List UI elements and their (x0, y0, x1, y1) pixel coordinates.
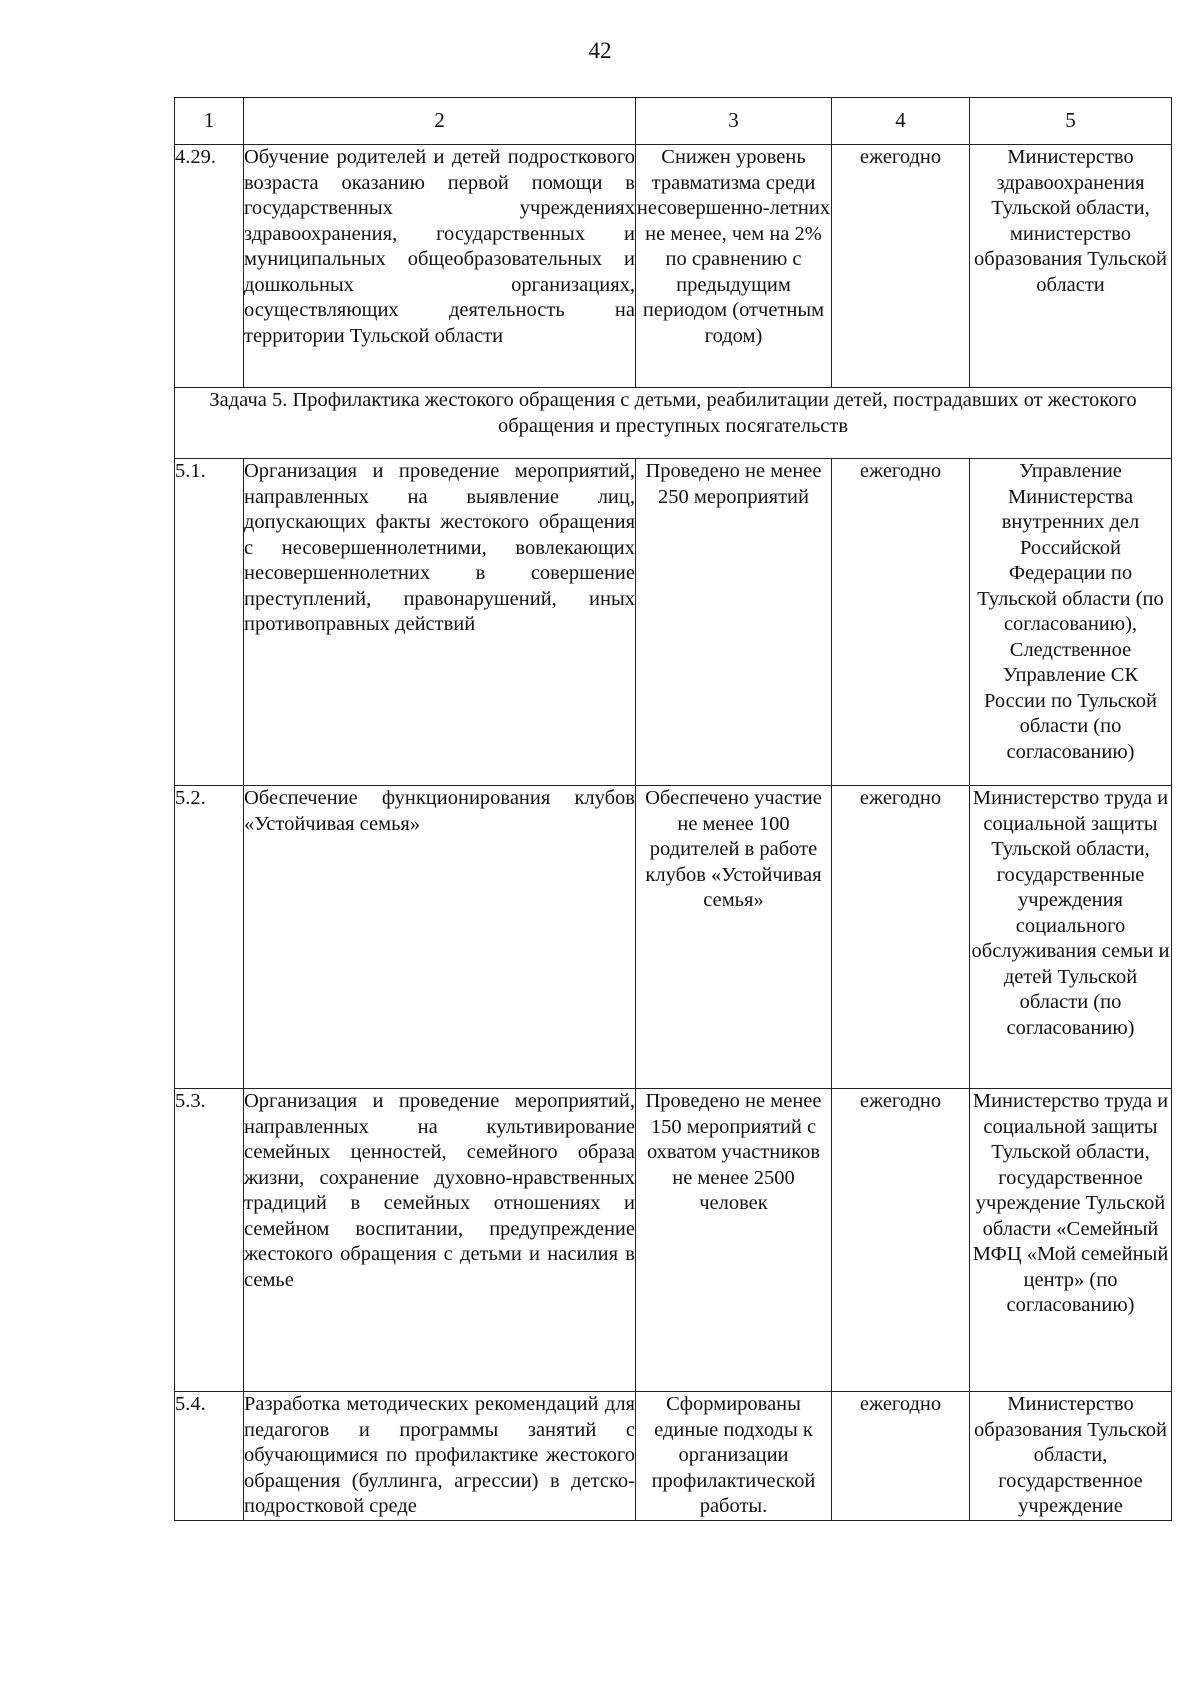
table-row (175, 145, 1172, 388)
result-cell: Снижен уровень травматизма среди несовершенно-летних не менее, чем на 2% по сравнению с предыдущим периодом (отчетным годом) (636, 145, 832, 388)
activity-cell: Обеспечение функционирования клубов «Устойчивая семья» (244, 786, 636, 1089)
period-cell: ежегодно (832, 786, 970, 1089)
action-plan-table (174, 97, 1172, 1521)
table-header-row (175, 98, 1172, 145)
column-header-4: 4 (832, 98, 970, 145)
table-row (175, 1392, 1172, 1521)
period-cell: ежегодно (832, 1089, 970, 1392)
page-number: 42 (588, 38, 612, 63)
table-row (175, 786, 1172, 1089)
table-row (175, 1089, 1172, 1392)
responsible-cell: Министерство здравоохранения Тульской области, министерство образования Тульской области (970, 145, 1172, 388)
task-heading-row (175, 388, 1172, 459)
activity-cell: Обучение родителей и детей подросткового возраста оказанию первой помощи в государственных учреждениях здравоохранения, государственных и муниципальных общеобразовательных и дошкольных организациях, осуществляющих деятельность на территории Тульской области (244, 145, 636, 388)
row-number: 5.2. (175, 786, 244, 1089)
responsible-cell: Министерство труда и социальной защиты Тульской области, государственные учреждения социального обслуживания семьи и детей Тульской области (по согласованию) (970, 786, 1172, 1089)
row-number: 5.4. (175, 1392, 244, 1521)
responsible-cell: Управление Министерства внутренних дел Российской Федерации по Тульской области (по согласованию), Следственное Управление СК России по Тульской области (по согласованию) (970, 459, 1172, 786)
row-number: 5.1. (175, 459, 244, 786)
row-number: 5.3. (175, 1089, 244, 1392)
table-row (175, 459, 1172, 786)
column-header-1: 1 (175, 98, 244, 145)
responsible-cell: Министерство труда и социальной защиты Тульской области, государственное учреждение Тульской области «Семейный МФЦ «Мой семейный центр» (по согласованию) (970, 1089, 1172, 1392)
result-cell: Проведено не менее 150 мероприятий с охватом участников не менее 2500 человек (636, 1089, 832, 1392)
task-5-heading: Задача 5. Профилактика жестокого обращения с детьми, реабилитации детей, пострадавших от жестокого обращения и преступных посягательств (175, 388, 1172, 459)
result-cell: Обеспечено участие не менее 100 родителей в работе клубов «Устойчивая семья» (636, 786, 832, 1089)
column-header-2: 2 (244, 98, 636, 145)
result-cell: Сформированы единые подходы к организации профилактической работы. (636, 1392, 832, 1521)
row-number: 4.29. (175, 145, 244, 388)
activity-cell: Разработка методических рекомендаций для педагогов и программы занятий с обучающимися по профилактике жестокого обращения (буллинга, агрессии) в детско-подростковой среде (244, 1392, 636, 1521)
period-cell: ежегодно (832, 145, 970, 388)
period-cell: ежегодно (832, 459, 970, 786)
activity-cell: Организация и проведение мероприятий, направленных на культивирование семейных ценностей, семейного образа жизни, сохранение духовно-нравственных традиций в семейных отношениях и семейном воспитании, предупреждение жестокого обращения с детьми и насилия в семье (244, 1089, 636, 1392)
period-cell: ежегодно (832, 1392, 970, 1521)
result-cell: Проведено не менее 250 мероприятий (636, 459, 832, 786)
responsible-cell: Министерство образования Тульской области, государственное учреждение (970, 1392, 1172, 1521)
column-header-5: 5 (970, 98, 1172, 145)
column-header-3: 3 (636, 98, 832, 145)
activity-cell: Организация и проведение мероприятий, направленных на выявление лиц, допускающих факты жестокого обращения с несовершеннолетними, вовлекающих несовершеннолетних в совершение преступлений, правонарушений, иных противоправных действий (244, 459, 636, 786)
